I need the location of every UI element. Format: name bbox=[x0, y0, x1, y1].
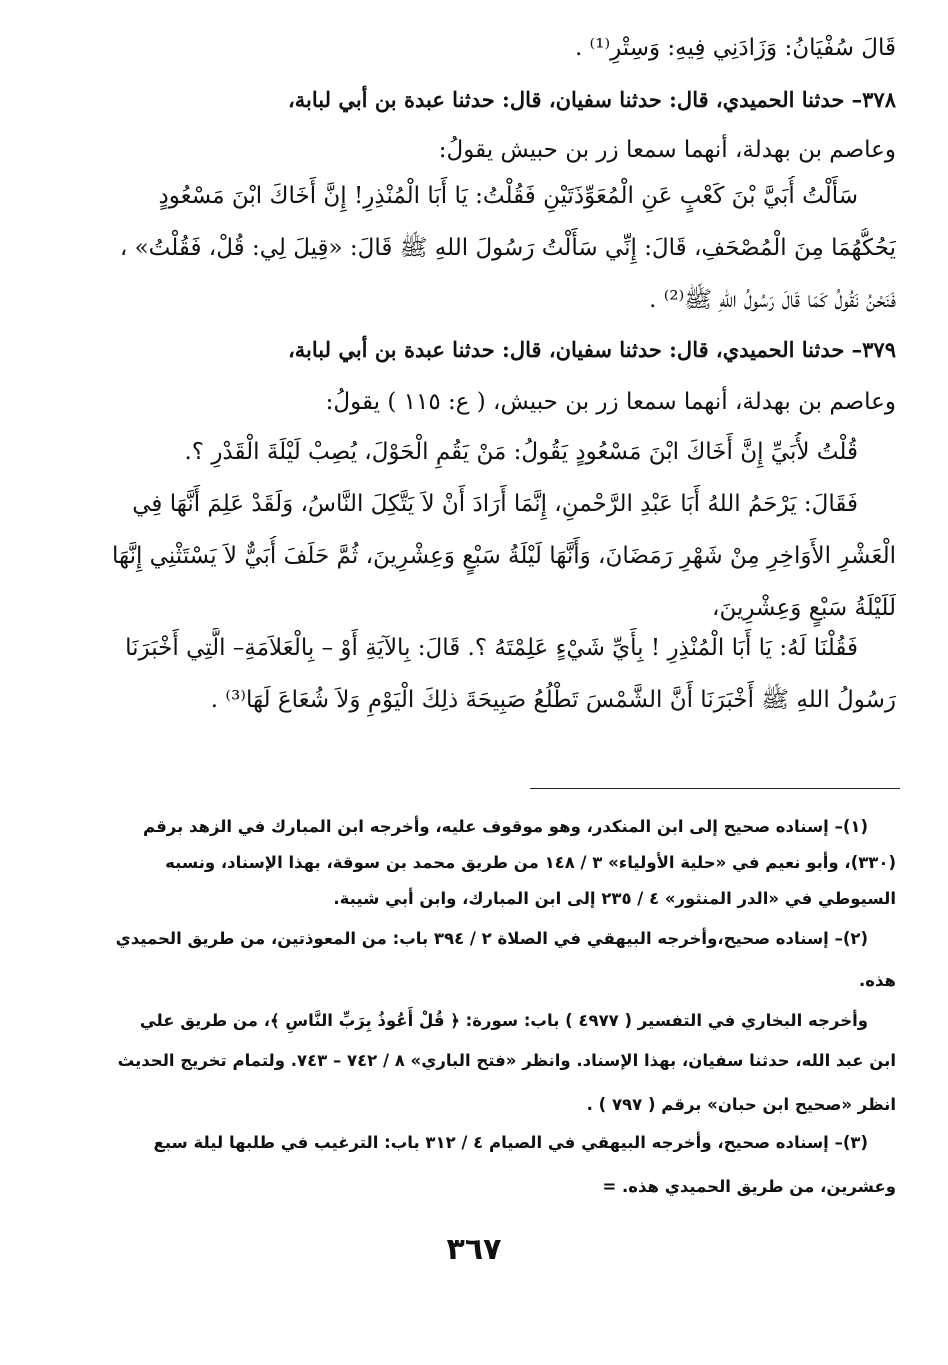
hadith-379-chain-cont: وعاصم بن بهدلة، أنهما سمعا زر بن حبيش، ( ع: ١١٥ ) يقولُ: bbox=[325, 389, 896, 415]
hadith-379-text-line-4: لَلَيْلَةُ سَبْعٍ وَعِشْرِينَ، bbox=[712, 595, 896, 621]
hadith-379-text-line-5: فَقُلْنَا لَهُ: يَا أَبَا الْمُنْذِرِ ! بِأَيِّ شَيْءٍ عَلِمْتَهُ ؟. قَالَ: بِالآيَةِ أَوْ – بِالْعَلاَمَةِ– الَّتِي أَخْبَرَنَا bbox=[125, 635, 858, 661]
page-number: ٣٦٧ bbox=[446, 1232, 502, 1267]
footnote-1-line-2: (٣٣٠)، وأبو نعيم في «حلية الأولياء» ٣ / ١٤٨ من طريق محمد بن سوقة، بهذا الإسناد، ونسبه bbox=[165, 853, 896, 872]
hadith-379-text-line-3: الْعَشْرِ الأَوَاخِرِ مِنْ شَهْرِ رَمَضَانَ، وَأَنَّهَا لَيْلَةُ سَبْعٍ وَعِشْرِينَ، ثُمَّ حَلَفَ أُبَيٌّ لاَ يَسْتَثْنِي إِنَّهَا bbox=[111, 543, 896, 569]
footnote-1-line-1: (١)– إسناده صحيح إلى ابن المنكدر، وهو موقوف عليه، وأخرجه ابن المبارك في الزهد برقم bbox=[143, 817, 868, 836]
hadith-379-text-line-2: فَقَالَ: يَرْحَمُ اللهُ أَبَا عَبْدِ الرَّحْمنِ، إِنَّمَا أَرَادَ أَنْ لاَ يَتَّكِلَ النَّاسُ، وَلَقَدْ عَلِمَ أَنَّهَا فِي bbox=[132, 491, 858, 517]
footnote-2-line-4: ابن عبد الله، حدثنا سفيان، بهذا الإسناد. وانظر «فتح الباري» ٨ / ٧٤٢ – ٧٤٣. ولتمام تخريج الحديث bbox=[117, 1051, 896, 1070]
hadith-378-chain: ٣٧٨– حدثنا الحميدي، قال: حدثنا سفيان، قال: حدثنا عبدة بن أبي لبابة، bbox=[288, 87, 896, 112]
hadith-379-text-line-1: قُلْتُ لأُبَيِّ إِنَّ أَخَاكَ ابْنَ مَسْعُودٍ يَقُولُ: مَنْ يَقُمِ الْحَوْلَ، يُصِبْ لَيْلَةَ الْقَدْرِ ؟. bbox=[184, 439, 858, 465]
footnote-3-line-2: وعشرين، من طريق الحميدي هذه. = bbox=[602, 1177, 896, 1196]
footnote-2-line-1: (٢)– إسناده صحيح،وأخرجه البيهقي في الصلاة ٢ / ٣٩٤ باب: من المعوذتين، من طريق الحميدي bbox=[115, 929, 868, 948]
text-line-sufyan-addition: قَالَ سُفْيَانُ: وَزَادَنِي فِيهِ: وَسِتْرِ⁽¹⁾ . bbox=[574, 35, 896, 61]
hadith-379-chain: ٣٧٩– حدثنا الحميدي، قال: حدثنا سفيان، قال: حدثنا عبدة بن أبي لبابة، bbox=[288, 337, 896, 362]
hadith-378-text-line-3: فَنَحْنُ نَقُولُ كَمَا قَالَ رَسُولُ اللهِ ﷺ⁽²⁾ . bbox=[649, 287, 896, 313]
hadith-378-text-line-1: سَأَلْتُ أُبَيَّ بْنَ كَعْبٍ عَنِ الْمُعَوِّذَتَيْنِ فَقُلْتُ: يَا أَبَا الْمُنْذِرِ! إِنَّ أَخَاكَ ابْنَ مَسْعُودٍ bbox=[158, 183, 858, 209]
footnote-2-line-2: هذه. bbox=[859, 971, 896, 990]
hadith-379-text-line-6: رَسُولُ اللهِ ﷺ أَخْبَرَنَا أَنَّ الشَّمْسَ تَطْلُعُ صَبِيحَةَ ذلِكَ الْيَوْمِ وَلاَ شُعَاعَ لَهَا⁽³⁾ . bbox=[210, 687, 896, 713]
hadith-378-text-line-2: يَحُكُّهُمَا مِنَ الْمُصْحَفِ، قَالَ: إِنِّي سَأَلْتُ رَسُولَ اللهِ ﷺ قَالَ: «قِيلَ لِي: قُلْ، فَقُلْتُ» ، bbox=[119, 235, 896, 261]
footnote-2-line-3: وأخرجه البخاري في التفسير ( ٤٩٧٧ ) باب: سورة: ﴿ قُلْ أَعُوذُ بِرَبِّ النَّاسِ ﴾، من طريق علي bbox=[139, 1011, 868, 1030]
footnote-1-line-3: السيوطي في «الدر المنثور» ٤ / ٢٣٥ إلى ابن المبارك، وابن أبي شيبة. bbox=[333, 889, 896, 908]
footnote-3-line-1: (٣)– إسناده صحيح، وأخرجه البيهقي في الصيام ٤ / ٣١٢ باب: الترغيب في طلبها ليلة سبع bbox=[153, 1133, 868, 1152]
hadith-378-chain-cont: وعاصم بن بهدلة، أنهما سمعا زر بن حبيش يقولُ: bbox=[438, 137, 896, 163]
footnote-divider bbox=[530, 788, 900, 789]
footnote-2-line-5: انظر «صحيح ابن حبان» برقم ( ٧٩٧ ) . bbox=[586, 1095, 896, 1114]
